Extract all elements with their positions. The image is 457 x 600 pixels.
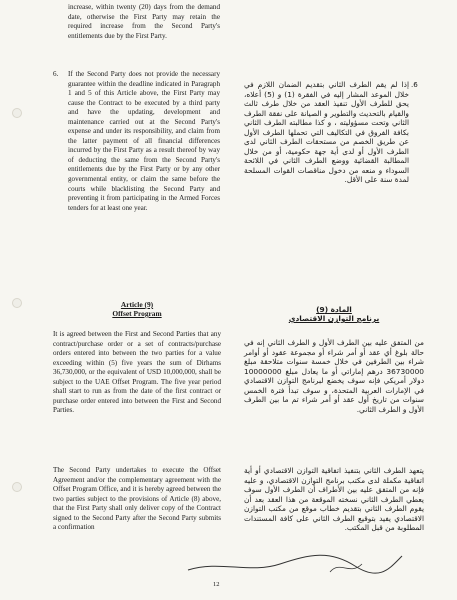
en-article-heading [53, 300, 221, 318]
en-item-6: If the Second Party does not provide the necessary guarantee within the deadline indicated in Paragraph 1 and 5 of this Article above, the First Party may cause the Contract to be executed by a third party and have the updating, development and maintenance carried out at the Second Party's expense and under its responsibility, and claim from the latter payment of all financial differences incurred by the First Party as a result thereof by way of deducting the same from the Second Party's entitlements due by the First Party or by any other governmental entity, or claim the same before the courts while blacklisting the Second Party and preventing it from participating in the Armed Forces tenders for at least one year. [68, 70, 220, 212]
signature [180, 540, 410, 582]
en-item-number: 6. [53, 70, 59, 78]
ar-article-title: المادة (9) [316, 305, 352, 314]
en-article-subtitle: Offset Program [112, 309, 162, 318]
ar-article-subtitle: برنامج التوازن الاقتصادي [288, 314, 380, 323]
punch-hole [12, 108, 22, 118]
ar-article-heading [244, 305, 424, 323]
ar-item-6: إذا لم يقم الطرف الثاني بتقديم الضمان اللازم في خلال الموعد المشار إليه في الفقرة (1) و (5) أعلاه، يحق للطرف الأول تنفيذ العقد من خلال طرف ثالث والقيام بالتحديث والتطوير و الصيانة على نفقة الطرف الثاني وتحت مسؤوليته ، و كذا مطالبته الطرف الثاني بكافة الفروق في التكاليف التي تحملها الطرف الأول عن طريق الخصم من مستحقات الطرف الثاني لدى الطرف الأول أو لدى أية جهة حكومية، أو من خلال المطالبة القضائية ووضع الطرف الثاني في اللائحة السوداء و منعه من دخول مناقصات القوات المسلحة لمدة سنة على الأقل. [244, 80, 409, 185]
en-article-title: Article (9) [120, 300, 154, 309]
punch-hole [12, 298, 22, 308]
ar-paragraph-1: من المتفق عليه بين الطرف الأول و الطرف الثاني إنه في حالة بلوغ أي عقد أو أمر شراء أو مجموعة عقود أو أوامر شراء بين الطرفين في خلال خمسة سنوات متلاحقة مبلغ 36730000 درهم إماراتي أو ما يعادل مبلغ 10000000 دولار أمريكي فإنه سوف يخضع لبرنامج التوازن الاقتصادي في الإمارات العربية المتحدة، و سوف تبدأ فترة الخمس سنوات من تاريخ أول عقد أو أمر شراء تم ما بين الطرف الأول و الطرف الثاني. [244, 338, 424, 414]
en-top-fragment: increase, within twenty (20) days from the demand date, otherwise the First Party may retain the required increase from the Second Party's entitlements due by the First Party. [68, 3, 220, 40]
punch-hole [12, 482, 22, 492]
en-paragraph-2: The Second Party undertakes to execute the Offset Agreement and/or the complementary agreement with the Offset Program Office, and it is hereby agreed between the two parties subject to the provisions of Article (8) above, that the First Party shall only deliver copy of the Contract signed to the Second Party after the Second Party submits a confirmation [53, 466, 221, 532]
ar-paragraph-2: يتعهد الطرف الثاني بتنفيذ اتفاقية التوازن الاقتصادي أو أية اتفاقية مكملة لدى مكتب برنامج التوازن الاقتصادي، و عليه فإنه من المتفق عليه بين الأطراف أن الطرف الأول سوف يعطي الطرف الثاني نسخته الموقعة من هذا العقد بعد أن يقوم الطرف الثاني بتقديم خطاب موقع من مكتب التوازن الاقتصادي يفيد بتوقيع الطرف الثاني على كافة المستندات المطلوبة من قبل المكتب. [244, 466, 424, 533]
ar-item-number: .6 [411, 80, 418, 89]
en-paragraph-1: It is agreed between the First and Second Parties that any contract/purchase order or a set of contracts/purchase orders entered into between the two parties for a value exceeding within (5) five years the sum of Dirhams 36,730,000, or the equivalent of USD 10,000,000, shall be subject to the UAE Offset Program. The five year period shall start to run as from the date of the first contract or purchase order entered into between the First and Second Parties. [53, 330, 221, 415]
page-number: 12 [213, 581, 220, 588]
